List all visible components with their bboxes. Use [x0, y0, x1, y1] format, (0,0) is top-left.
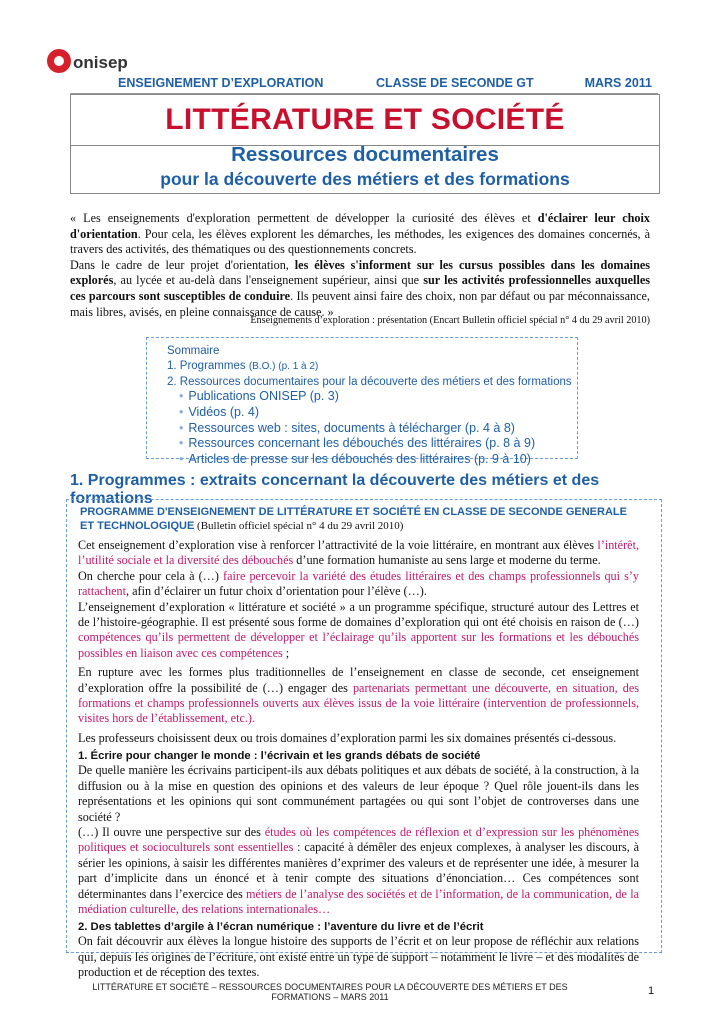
table-of-contents — [146, 337, 578, 466]
body-paragraph — [78, 665, 639, 727]
bullet-icon: • — [179, 451, 184, 466]
intro-paragraph-2 — [70, 258, 650, 320]
body-paragraph — [78, 600, 639, 662]
body-highlight: compétences qu’ils permettent de développer et l’éclairage qu’ils apportent sur les formations et les débouchés possibles en liaison avec ces compétences — [78, 630, 639, 660]
intro-text: . Pour cela, les élèves explorent les démarches, les méthodes, les exigences des domaines concernés, à travers des activités, des thématiques ou des questionnements concrets. — [70, 226, 650, 257]
section-title: 1. Programmes : extraits concernant la découverte des métiers et des formations — [70, 472, 600, 507]
body-text: (…) Il ouvre une perspective sur des — [78, 824, 265, 839]
toc-bullet[interactable] — [167, 405, 572, 421]
toc-bullet-label: Publications ONISEP (p. 3) — [188, 389, 339, 404]
body-highlight: métiers de l’analyse des sociétés et de l’information, de la communication, de la médiation culturelle, des relations internationales… — [78, 886, 639, 916]
bullet-icon: • — [179, 420, 184, 435]
body-text: : capacité à démêler des enjeux complexes, à analyser les discours, à sérier les opinions, à saisir les différentes manières d’exprimer des valeurs et de représenter une idée, à mesurer la part d’implicite dans un énoncé et à tenir compte des situations d’énonciation… Ces compétences sont déterminantes dans l’exercice des — [78, 840, 639, 901]
programme-heading — [80, 506, 640, 533]
body-paragraph — [78, 825, 639, 917]
toc-item-programmes[interactable] — [167, 359, 572, 375]
header-left: ENSEIGNEMENT D’EXPLORATION — [118, 76, 324, 90]
domain-heading-2: 2. Des tablettes d’argile à l’écran numérique : l’aventure du livre et de l’écrit — [78, 921, 484, 934]
programme-heading-text: PROGRAMME D'ENSEIGNEMENT DE LITTÉRATURE ET SOCIÉTÉ EN CLASSE DE SECONDE GENERALE ET TECHNOLOGIQUE — [80, 506, 627, 532]
subtitle-line2: pour la découverte des métiers et des formations — [160, 169, 570, 189]
body-paragraph: On fait découvrir aux élèves la longue histoire des supports de l’écrit et on leur propose de réfléchir aux relations qui, depuis les origines de l’écriture, ont existé entre un type de support – notamment le livre – et des modalités de production et de réception des textes. — [78, 934, 639, 980]
body-text: On cherche pour cela à (…) — [78, 568, 224, 583]
body-highlight: faire percevoir la variété des études littéraires et des champs professionnels qui s’y rattachent — [78, 568, 640, 599]
programme-reference: (Bulletin officiel spécial n° 4 du 29 avril 2010) — [194, 519, 404, 532]
intro-text: « Les enseignements d'exploration permettent de développer la curiosité des élèves et — [70, 211, 538, 225]
toc-item-label: 1. Programmes — [167, 359, 249, 372]
body-text: ; — [282, 645, 290, 660]
body-paragraph — [78, 538, 639, 569]
bullet-icon: • — [179, 436, 184, 451]
intro-text: , au lycée et au-delà dans l'enseignement supérieur, ainsi que — [113, 273, 424, 288]
toc-bullet[interactable] — [167, 436, 572, 452]
intro-bold: sur les activités professionnelles auxquelles ces parcours sont susceptibles de conduire — [70, 273, 650, 303]
bullet-icon: • — [179, 389, 184, 404]
body-text: Cet enseignement d’exploration vise à renforcer l’attractivité de la voie littéraire, en montrant aux élèves — [78, 538, 598, 552]
header-band — [70, 72, 658, 94]
body-text: , afin d’éclairer un futur choix d’orientation pour l’élève (…). — [126, 584, 427, 599]
toc-title: Sommaire — [167, 345, 220, 357]
page-title: LITTÉRATURE ET SOCIÉTÉ — [165, 103, 565, 136]
body-text: En rupture avec les formes plus traditionnelles de l’enseignement en classe de seconde, cet enseignement d’exploration offre la possibilité de (…) engager des — [78, 665, 639, 695]
toc-content — [167, 344, 572, 467]
intro-source: Enseignements d’exploration : présentation (Encart Bulletin officiel spécial n° 4 du 29 avril 2010) — [250, 315, 650, 326]
onisep-logo-icon — [47, 49, 71, 73]
intro-text: Dans le cadre de leur projet d'orientation, — [70, 257, 295, 272]
toc-bullet[interactable] — [167, 421, 572, 437]
bullet-icon: • — [179, 404, 184, 419]
section-body — [78, 538, 639, 981]
toc-bullet[interactable] — [167, 389, 572, 405]
body-highlight: études où les compétences de réflexion et d’expression sur les phénomènes politiques et socioculturels sont essentielles — [78, 824, 639, 855]
toc-bullet-label: Ressources web : sites, documents à télécharger (p. 4 à 8) — [188, 420, 515, 435]
body-text: L’enseignement d’exploration « littérature et société » a un programme spécifique, structuré autour des Lettres et de l’histoire-géographie. Il est présenté sous forme de domaines d’exploration qui ont été choisis en raison de (…) — [78, 599, 639, 630]
subtitle-box — [70, 139, 660, 194]
page-number: 1 — [648, 985, 655, 997]
subtitle-line1: Ressources documentaires — [231, 143, 499, 166]
page-footer: LITTÉRATURE ET SOCIÉTÉ – RESSOURCES DOCUMENTAIRES POUR LA DÉCOUVERTE DES MÉTIERS ET DES FORMATIONS – MARS 2011 — [92, 982, 568, 1002]
header-right: MARS 2011 — [584, 76, 652, 90]
intro-quote — [70, 211, 650, 320]
toc-bullet-label: Ressources concernant les débouchés des littéraires (p. 8 à 9) — [188, 436, 536, 451]
intro-bold: les élèves s'informent sur les cursus possibles dans les domaines explorés — [70, 257, 650, 288]
header-center: CLASSE DE SECONDE GT — [376, 76, 534, 90]
logo-text: onisep — [73, 53, 128, 72]
toc-bullet[interactable] — [167, 452, 572, 468]
toc-item-ressources[interactable]: 2. Ressources documentaires pour la découverte des métiers et des formations — [167, 375, 572, 388]
domain-heading-1: 1. Écrire pour changer le monde : l’écrivain et les grands débats de société — [78, 750, 481, 763]
body-text: d’une formation humaniste au sens large et moderne du terme. — [293, 553, 601, 568]
body-highlight: l’intérêt, l’utilité sociale et la diversité des débouchés — [78, 538, 639, 568]
toc-bullet-label: Vidéos (p. 4) — [188, 404, 260, 419]
intro-bold: d'éclairer leur choix d'orientation — [70, 211, 650, 241]
body-highlight: partenariats permettant une découverte, en situation, des formations et champs professionnels ouverts aux élèves issus de la voie littéraire (intervention de professionnels, visites hors de l’établissement, etc.). — [78, 680, 639, 726]
intro-paragraph-1 — [70, 211, 650, 258]
body-paragraph: De quelle manière les écrivains participent-ils aux débats politiques et aux débats de société, à la construction, à la diffusion ou à la mise en question des opinions et des valeurs de leur époque ? Quel rôle jouent-ils dans les représentations et les opinions qui sont communément partagées ou qui sont l’objet de controverses dans une société ? — [78, 763, 639, 824]
body-paragraph — [78, 569, 639, 600]
toc-bullet-label: Articles de presse sur les débouchés des littéraires (p. 9 à 10) — [188, 451, 531, 466]
toc-item-pages: (B.O.) (p. 1 à 2) — [248, 360, 319, 372]
body-paragraph: Les professeurs choisissent deux ou trois domaines d’exploration parmi les six domaines présentés ci-dessous. — [78, 730, 617, 745]
intro-text: . Ils peuvent ainsi faire des choix, non par défaut ou par méconnaissance, mais libres, avisés, en pleine connaissance de cause. » — [70, 288, 650, 319]
